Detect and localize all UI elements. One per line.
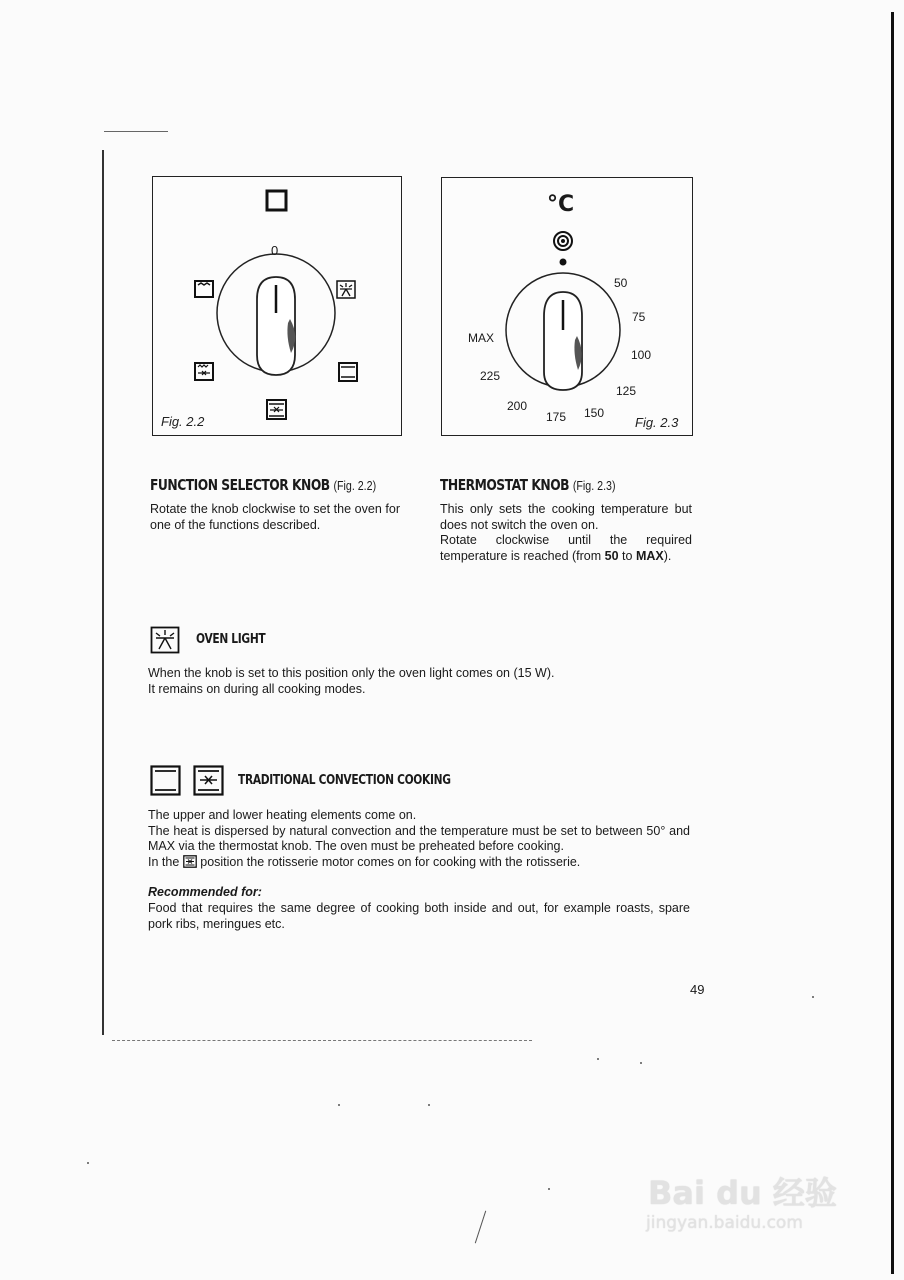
figure-function-selector <box>152 176 402 436</box>
rotisserie-section-icon <box>193 765 224 796</box>
zero-position-label: 0 <box>271 243 279 258</box>
scale-label-100: 100 <box>631 348 652 362</box>
scale-label-max: MAX <box>468 331 495 345</box>
convection-description: The upper and lower heating elements come on. The heat is dispersed by natural convection and the temperature must be set to between 50° and MAX via the thermostat knob. The oven must be preheated before cooking. In the position the rotisserie motor comes on for cooking with the rotisserie. <box>148 808 690 869</box>
scan-scratch <box>475 1211 486 1244</box>
scan-speck <box>640 1062 642 1064</box>
grill-icon <box>195 281 213 297</box>
scale-label-125: 125 <box>616 384 637 398</box>
thermostat-knob <box>506 273 620 390</box>
figure-caption: Fig. 2.2 <box>161 414 205 429</box>
scale-label-75: 75 <box>632 310 646 324</box>
figure-caption: Fig. 2.3 <box>635 415 679 430</box>
conventional-heat-icon <box>339 363 357 381</box>
scan-speck <box>87 1162 89 1164</box>
scale-label-150: 150 <box>584 406 605 420</box>
scale-label-200: 200 <box>507 399 528 413</box>
scan-speck <box>597 1058 599 1060</box>
watermark-url: jingyan.baidu.com <box>646 1213 803 1233</box>
figure-thermostat <box>441 177 693 436</box>
thermostat-description: This only sets the cooking temperature but does not switch the oven on. Rotate clockwise until the required temperature is reached (from 50 to MAX). <box>440 502 692 563</box>
scale-label-175: 175 <box>546 410 567 424</box>
oven-light-heading: OVEN LIGHT <box>196 632 266 647</box>
page-number: 49 <box>690 982 705 997</box>
rotisserie-inline-icon <box>183 855 197 868</box>
recommended-description: Food that requires the same degree of cooking both inside and out, for example roasts, spare pork ribs, meringues etc. <box>148 901 690 931</box>
top-bottom-heat-section-icon <box>150 765 181 796</box>
rotisserie-icon <box>267 400 286 419</box>
right-margin-rule <box>891 12 894 1274</box>
scan-speck <box>812 996 814 998</box>
thermostat-heading: THERMOSTAT KNOB (Fig. 2.3) <box>440 476 616 494</box>
scan-speck <box>338 1104 340 1106</box>
scan-speck <box>548 1188 550 1190</box>
function-selector-heading: FUNCTION SELECTOR KNOB (Fig. 2.2) <box>150 476 377 494</box>
left-margin-rule <box>102 150 104 1035</box>
celsius-unit-label: °C <box>547 192 575 217</box>
convection-heading: TRADITIONAL CONVECTION COOKING <box>238 773 451 788</box>
oven-light-description: When the knob is set to this position only the oven light comes on (15 W). It remains on during all cooking modes. <box>148 666 555 696</box>
selector-knob <box>217 254 335 375</box>
off-position-icon <box>267 191 286 210</box>
scan-speck <box>428 1104 430 1106</box>
rotisserie-grill-icon <box>195 363 213 380</box>
thermostat-indicator-icon <box>554 232 572 266</box>
oven-light-icon <box>337 281 355 298</box>
bottom-dashed-rule <box>112 1040 532 1041</box>
scale-label-225: 225 <box>480 369 501 383</box>
recommended-label: Recommended for: <box>148 885 262 899</box>
oven-light-section-icon <box>150 626 180 654</box>
watermark-brand: Bai du 经验 <box>648 1174 837 1212</box>
top-corner-rule <box>104 131 168 132</box>
function-selector-description: Rotate the knob clockwise to set the oven for one of the functions described. <box>150 502 400 532</box>
scale-label-50: 50 <box>614 276 628 290</box>
